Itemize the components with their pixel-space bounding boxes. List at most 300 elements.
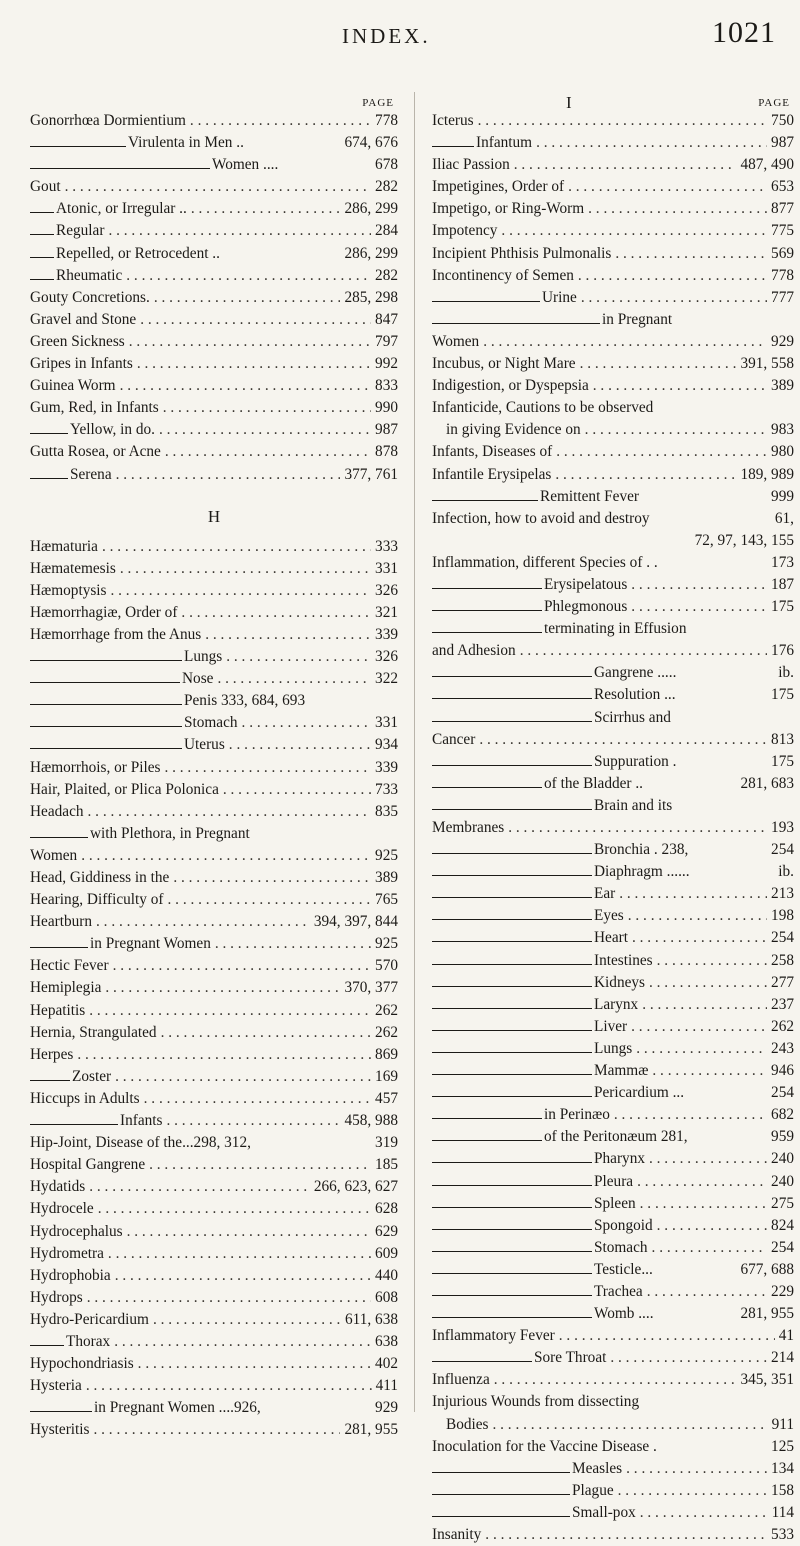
- running-title: INDEX.: [342, 24, 431, 48]
- leader-dots: [149, 1154, 371, 1176]
- entry-term: Impotency: [432, 222, 498, 240]
- entry-pages: 254: [771, 1238, 794, 1256]
- ditto-rule: [30, 671, 180, 683]
- entry-pages: 929: [375, 1399, 398, 1417]
- entry-term: in Pregnant: [602, 310, 673, 328]
- index-entry: [30, 690, 398, 712]
- index-entry: [432, 1126, 794, 1148]
- index-entry: [432, 1369, 794, 1391]
- leader-dots: [242, 712, 372, 734]
- leader-dots: [129, 331, 371, 353]
- entry-pages: 869: [375, 1045, 398, 1063]
- entry-pages: 240: [771, 1172, 794, 1190]
- ditto-rule: [30, 1400, 92, 1412]
- h-entries: [30, 536, 398, 1442]
- entry-term: Suppuration .: [594, 752, 677, 770]
- entry-term: Green Sickness: [30, 332, 125, 350]
- entry-pages: 677, 688: [740, 1260, 794, 1278]
- entry-term: Thorax: [66, 1332, 111, 1350]
- entry-term: Gravel and Stone: [30, 310, 137, 328]
- ditto-rule: [432, 1218, 592, 1230]
- leader-dots: [65, 176, 371, 198]
- ditto-rule: [432, 798, 592, 810]
- index-entry: [30, 154, 398, 176]
- entry-pages: 262: [375, 1001, 398, 1019]
- leader-dots: [640, 1193, 767, 1215]
- index-entry: [30, 1353, 398, 1375]
- entry-pages: 394, 397, 844: [313, 913, 398, 931]
- ditto-rule: [432, 665, 592, 677]
- entry-term: Womb ....: [594, 1305, 654, 1323]
- g-entries: [30, 110, 398, 486]
- entry-pages: 813: [771, 730, 794, 748]
- column-head: [30, 92, 398, 110]
- leader-dots: [89, 1176, 310, 1198]
- leader-dots: [154, 287, 341, 309]
- entry-term: Hair, Plaited, or Plica Polonica: [30, 780, 219, 798]
- entry-pages: 457: [375, 1089, 398, 1107]
- index-entry: [30, 624, 398, 646]
- index-entry: [432, 530, 794, 552]
- entry-pages: 778: [771, 266, 794, 284]
- entry-term: terminating in Effusion: [544, 620, 687, 638]
- entry-term: Cancer: [432, 730, 476, 748]
- entry-pages: 277: [771, 973, 794, 991]
- leader-dots: [98, 1198, 371, 1220]
- entry-term: Women ....: [212, 156, 279, 174]
- ditto-rule: [432, 1151, 592, 1163]
- index-entry: [432, 662, 794, 684]
- index-entry: [432, 198, 794, 220]
- entry-pages: 377, 761: [344, 465, 398, 483]
- entry-term: Spleen: [594, 1194, 636, 1212]
- entry-term: Incipient Phthisis Pulmonalis: [432, 244, 612, 262]
- ditto-rule: [432, 1129, 542, 1141]
- leader-dots: [555, 464, 736, 486]
- leader-dots: [137, 353, 371, 375]
- leader-dots: [115, 1265, 371, 1287]
- index-entry: [432, 486, 794, 508]
- ditto-rule: [432, 1483, 570, 1495]
- index-entry: [432, 265, 794, 287]
- entry-pages: 285, 298: [344, 288, 398, 306]
- ditto-rule: [432, 864, 592, 876]
- index-entry: [432, 839, 794, 861]
- leader-dots: [168, 889, 372, 911]
- entry-term: Hæmorrhagiæ, Order of: [30, 603, 178, 621]
- entry-term: Virulenta in Men ..: [128, 134, 244, 152]
- index-entry: [432, 1502, 794, 1524]
- entry-term: Uterus: [184, 736, 225, 754]
- leader-dots: [485, 1524, 767, 1546]
- entry-pages: 833: [375, 377, 398, 395]
- entry-pages: ib.: [778, 863, 794, 881]
- entry-pages: 169: [375, 1067, 398, 1085]
- leader-dots: [614, 1104, 767, 1126]
- entry-term: Trachea: [594, 1282, 643, 1300]
- entry-term: Stomach: [594, 1238, 648, 1256]
- entry-pages: 286, 299: [344, 244, 398, 262]
- index-entry: [30, 779, 398, 801]
- index-entry: [432, 441, 794, 463]
- ditto-rule: [432, 599, 542, 611]
- entry-term: Hydrophobia: [30, 1266, 111, 1284]
- leader-dots: [127, 1221, 371, 1243]
- column-rule: [414, 92, 415, 1412]
- entry-term: Hydrocele: [30, 1200, 94, 1218]
- entry-pages: 775: [771, 222, 794, 240]
- entry-term: Hydrometra: [30, 1244, 104, 1262]
- entry-term: Repelled, or Retrocedent ..: [56, 244, 220, 262]
- entry-pages: 333: [375, 537, 398, 555]
- leader-dots: [536, 132, 767, 154]
- index-entry: [432, 508, 794, 530]
- index-entry: [30, 1331, 398, 1353]
- index-entry: [30, 1375, 398, 1397]
- leader-dots: [494, 1369, 737, 1391]
- entry-pages: 262: [375, 1023, 398, 1041]
- ditto-rule: [432, 1505, 570, 1517]
- entry-pages: 980: [771, 443, 794, 461]
- ditto-rule: [432, 1284, 592, 1296]
- entry-pages: 878: [375, 443, 398, 461]
- index-entry: [30, 353, 398, 375]
- entry-pages: 847: [375, 310, 398, 328]
- entry-pages: 254: [771, 1084, 794, 1102]
- index-entry: [432, 795, 794, 817]
- ditto-rule: [432, 754, 592, 766]
- index-entry: [30, 1198, 398, 1220]
- entry-pages: 925: [375, 935, 398, 953]
- entry-pages: 326: [375, 648, 398, 666]
- index-entry: [432, 552, 794, 574]
- index-entry: [30, 1221, 398, 1243]
- entry-term: Indigestion, or Dyspepsia: [432, 377, 589, 395]
- index-entry: [30, 309, 398, 331]
- index-entry: [30, 734, 398, 756]
- ditto-rule: [30, 268, 54, 280]
- entry-pages: 653: [771, 178, 794, 196]
- entry-pages: 185: [375, 1156, 398, 1174]
- leader-dots: [120, 375, 371, 397]
- entry-pages: 987: [375, 421, 398, 439]
- entry-term: Hypochondriasis: [30, 1355, 134, 1373]
- entry-term: Larynx: [594, 995, 639, 1013]
- entry-pages: 326: [375, 581, 398, 599]
- ditto-rule: [432, 1262, 592, 1274]
- leader-dots: [478, 110, 767, 132]
- entry-term: Urine: [542, 288, 577, 306]
- leader-dots: [217, 668, 371, 690]
- entry-pages: 733: [375, 780, 398, 798]
- ditto-rule: [30, 936, 88, 948]
- entry-term: Hydatids: [30, 1178, 86, 1196]
- entry-term: Infants, Diseases of: [432, 443, 553, 461]
- leader-dots: [501, 220, 767, 242]
- entry-term: Hemiplegia: [30, 979, 102, 997]
- index-entry: [432, 1391, 794, 1413]
- index-entry: [30, 110, 398, 132]
- entry-term: in giving Evidence on: [446, 421, 581, 439]
- entry-term: in Perinæo: [544, 1106, 610, 1124]
- index-entry: [432, 1458, 794, 1480]
- entry-term: Bodies: [446, 1415, 489, 1433]
- index-entry: [30, 331, 398, 353]
- entry-term: Head, Giddiness in the: [30, 869, 170, 886]
- leader-dots: [115, 1066, 371, 1088]
- leader-dots: [493, 1414, 768, 1436]
- index-entry: [30, 977, 398, 999]
- entry-pages: 41: [778, 1327, 794, 1345]
- entry-term: Icterus: [432, 112, 474, 129]
- entry-pages: 158: [771, 1481, 794, 1499]
- index-entry: [432, 353, 794, 375]
- leader-dots: [165, 441, 371, 463]
- entry-pages: 911: [771, 1415, 794, 1433]
- index-entry: [30, 464, 398, 486]
- entry-pages: 959: [771, 1128, 794, 1146]
- entry-term: of the Peritonæum 281,: [544, 1128, 688, 1146]
- leader-dots: [580, 353, 737, 375]
- entry-term: Ear: [594, 885, 616, 903]
- leader-dots: [94, 1419, 341, 1441]
- entry-pages: 569: [771, 244, 794, 262]
- leader-dots: [626, 1458, 767, 1480]
- entry-pages: 608: [375, 1288, 398, 1306]
- entry-term: Resolution ...: [594, 686, 676, 704]
- ditto-rule: [432, 1461, 570, 1473]
- leader-dots: [108, 1243, 371, 1265]
- entry-pages: 824: [771, 1216, 794, 1234]
- entry-pages: 765: [375, 891, 398, 909]
- leader-dots: [226, 646, 371, 668]
- index-entry: [30, 1022, 398, 1044]
- leader-dots: [508, 817, 767, 839]
- index-entry: [30, 1397, 398, 1419]
- ditto-rule: [432, 687, 592, 699]
- index-entry: [432, 176, 794, 198]
- index-entry: [30, 397, 398, 419]
- index-entry: [432, 1215, 794, 1237]
- index-entry: [432, 1148, 794, 1170]
- leader-dots: [559, 1325, 775, 1347]
- leader-dots: [637, 1171, 767, 1193]
- leader-dots: [610, 1347, 767, 1369]
- entry-term: Incontinency of Semen: [432, 266, 574, 284]
- entry-term: Infantile Erysipelas: [432, 465, 552, 483]
- ditto-rule: [30, 1069, 70, 1081]
- leader-dots: [114, 1331, 371, 1353]
- entry-pages: 72, 97, 143, 155: [694, 531, 794, 549]
- entry-pages: 411: [375, 1377, 398, 1395]
- entry-term: Remittent Fever: [540, 487, 639, 505]
- leader-dots: [636, 1038, 767, 1060]
- entry-term: Pharynx: [594, 1150, 645, 1168]
- index-entry: [432, 1104, 794, 1126]
- entry-term: Women: [30, 846, 78, 864]
- index-entry: [432, 861, 794, 883]
- index-entry: [432, 1281, 794, 1303]
- leader-dots: [631, 574, 767, 596]
- leader-dots: [632, 927, 767, 949]
- entry-term: Gripes in Infants: [30, 355, 133, 373]
- i-entries: [432, 110, 794, 1546]
- entry-pages: ib.: [778, 664, 794, 682]
- page-label: PAGE: [758, 97, 790, 109]
- entry-pages: 282: [375, 178, 398, 196]
- leader-dots: [618, 1480, 767, 1502]
- entry-pages: 389: [771, 377, 794, 395]
- leader-dots: [81, 845, 371, 867]
- leader-dots: [647, 1281, 767, 1303]
- entry-term: Impetigo, or Ring-Worm: [432, 200, 585, 218]
- entry-pages: 339: [375, 758, 398, 776]
- entry-term: and Adhesion: [432, 642, 516, 660]
- index-entry: [432, 773, 794, 795]
- entry-pages: 458, 988: [344, 1112, 398, 1130]
- index-entry: [432, 154, 794, 176]
- entry-term: Sore Throat: [534, 1349, 607, 1367]
- index-entry: [30, 602, 398, 624]
- ditto-rule: [432, 997, 592, 1009]
- ditto-rule: [30, 693, 182, 705]
- index-entry: [30, 1419, 398, 1441]
- leader-dots: [191, 198, 341, 220]
- entry-pages: 983: [771, 421, 794, 439]
- ditto-rule: [30, 1334, 64, 1346]
- ditto-rule: [30, 1113, 118, 1125]
- ditto-rule: [432, 908, 592, 920]
- entry-pages: 275: [771, 1194, 794, 1212]
- entry-term: Gutta Rosea, or Acne: [30, 443, 161, 461]
- ditto-rule: [432, 1041, 592, 1053]
- index-entry: [432, 132, 794, 154]
- entry-term: Inflammatory Fever: [432, 1327, 555, 1345]
- entry-pages: 925: [375, 846, 398, 864]
- ditto-rule: [30, 737, 182, 749]
- entry-term: Hydrocephalus: [30, 1222, 123, 1240]
- entry-term: Hydro-Pericardium: [30, 1310, 149, 1328]
- entry-term: Zoster: [72, 1067, 112, 1085]
- entry-pages: 402: [375, 1355, 398, 1373]
- index-entry: [432, 574, 794, 596]
- entry-term: Penis 333, 684, 693: [184, 692, 306, 710]
- index-entry: [30, 712, 398, 734]
- entry-pages: 929: [771, 332, 794, 350]
- entry-term: Influenza: [432, 1371, 490, 1389]
- entry-term: Gout: [30, 178, 61, 196]
- leader-dots: [652, 1060, 767, 1082]
- index-entry: [432, 905, 794, 927]
- ditto-rule: [30, 246, 54, 258]
- entry-pages: 990: [375, 399, 398, 417]
- column-head: [432, 92, 794, 110]
- entry-term: Bronchia . 238,: [594, 841, 689, 859]
- entry-pages: 370, 377: [344, 979, 398, 997]
- index-entry: [30, 1176, 398, 1198]
- entry-term: in Pregnant Women ....926,: [94, 1399, 261, 1417]
- entry-pages: 213: [771, 885, 794, 903]
- leader-dots: [144, 1088, 371, 1110]
- index-entry: [30, 375, 398, 397]
- leader-dots: [514, 154, 737, 176]
- index-entry: [432, 1436, 794, 1458]
- index-entry: [432, 1303, 794, 1325]
- index-entry: [30, 646, 398, 668]
- entry-pages: 678: [375, 156, 398, 174]
- entry-term: Hectic Fever: [30, 957, 109, 975]
- index-entry: [30, 1000, 398, 1022]
- entry-pages: 175: [771, 686, 794, 704]
- index-entry: [30, 757, 398, 779]
- entry-pages: 778: [375, 112, 398, 129]
- index-entry: [30, 1243, 398, 1265]
- entry-pages: 750: [771, 112, 794, 129]
- entry-term: Heartburn: [30, 913, 93, 931]
- entry-term: Herpes: [30, 1045, 74, 1063]
- leader-dots: [86, 1375, 372, 1397]
- leader-dots: [88, 801, 372, 823]
- leader-dots: [229, 734, 371, 756]
- entry-term: Intestines: [594, 951, 653, 969]
- index-entry: [30, 1309, 398, 1331]
- entry-term: Incubus, or Night Mare: [432, 355, 576, 373]
- index-entry: [30, 1287, 398, 1309]
- ditto-rule: [432, 975, 592, 987]
- index-entry: [432, 1038, 794, 1060]
- leader-dots: [649, 1148, 767, 1170]
- entry-term: Brain and its: [594, 796, 673, 814]
- entry-term: Guinea Worm: [30, 377, 116, 395]
- leader-dots: [108, 220, 371, 242]
- index-entry: [30, 889, 398, 911]
- ditto-rule: [30, 826, 88, 838]
- entry-term: Atonic, or Irregular ..: [56, 200, 187, 218]
- leader-dots: [615, 243, 767, 265]
- entry-pages: 877: [771, 200, 794, 218]
- entry-pages: 835: [375, 802, 398, 820]
- leader-dots: [120, 558, 371, 580]
- ditto-rule: [432, 776, 542, 788]
- entry-pages: 629: [375, 1222, 398, 1240]
- ditto-rule: [432, 489, 538, 501]
- entry-term: Eyes: [594, 907, 624, 925]
- index-entry: [432, 1016, 794, 1038]
- index-entry: [30, 220, 398, 242]
- ditto-rule: [432, 1196, 592, 1208]
- ditto-rule: [432, 312, 600, 324]
- entry-pages: 189, 989: [740, 465, 794, 483]
- entry-pages: 173: [771, 553, 794, 571]
- index-entry: [30, 668, 398, 690]
- index-entry: [432, 1082, 794, 1104]
- index-entry: [30, 1066, 398, 1088]
- ditto-rule: [432, 1350, 532, 1362]
- entry-pages: 487, 490: [740, 156, 794, 174]
- entry-term: Infection, how to avoid and destroy: [432, 509, 650, 527]
- left-column: [30, 92, 398, 1441]
- entry-pages: 331: [375, 714, 398, 732]
- index-entry: [432, 729, 794, 751]
- entry-pages: 243: [771, 1039, 794, 1057]
- entry-term: Infantum: [476, 134, 533, 152]
- index-entry: [30, 558, 398, 580]
- entry-pages: 611, 638: [345, 1310, 398, 1328]
- leader-dots: [163, 397, 371, 419]
- index-entry: [30, 867, 398, 889]
- leader-dots: [628, 905, 767, 927]
- page-number: 1021: [712, 16, 776, 49]
